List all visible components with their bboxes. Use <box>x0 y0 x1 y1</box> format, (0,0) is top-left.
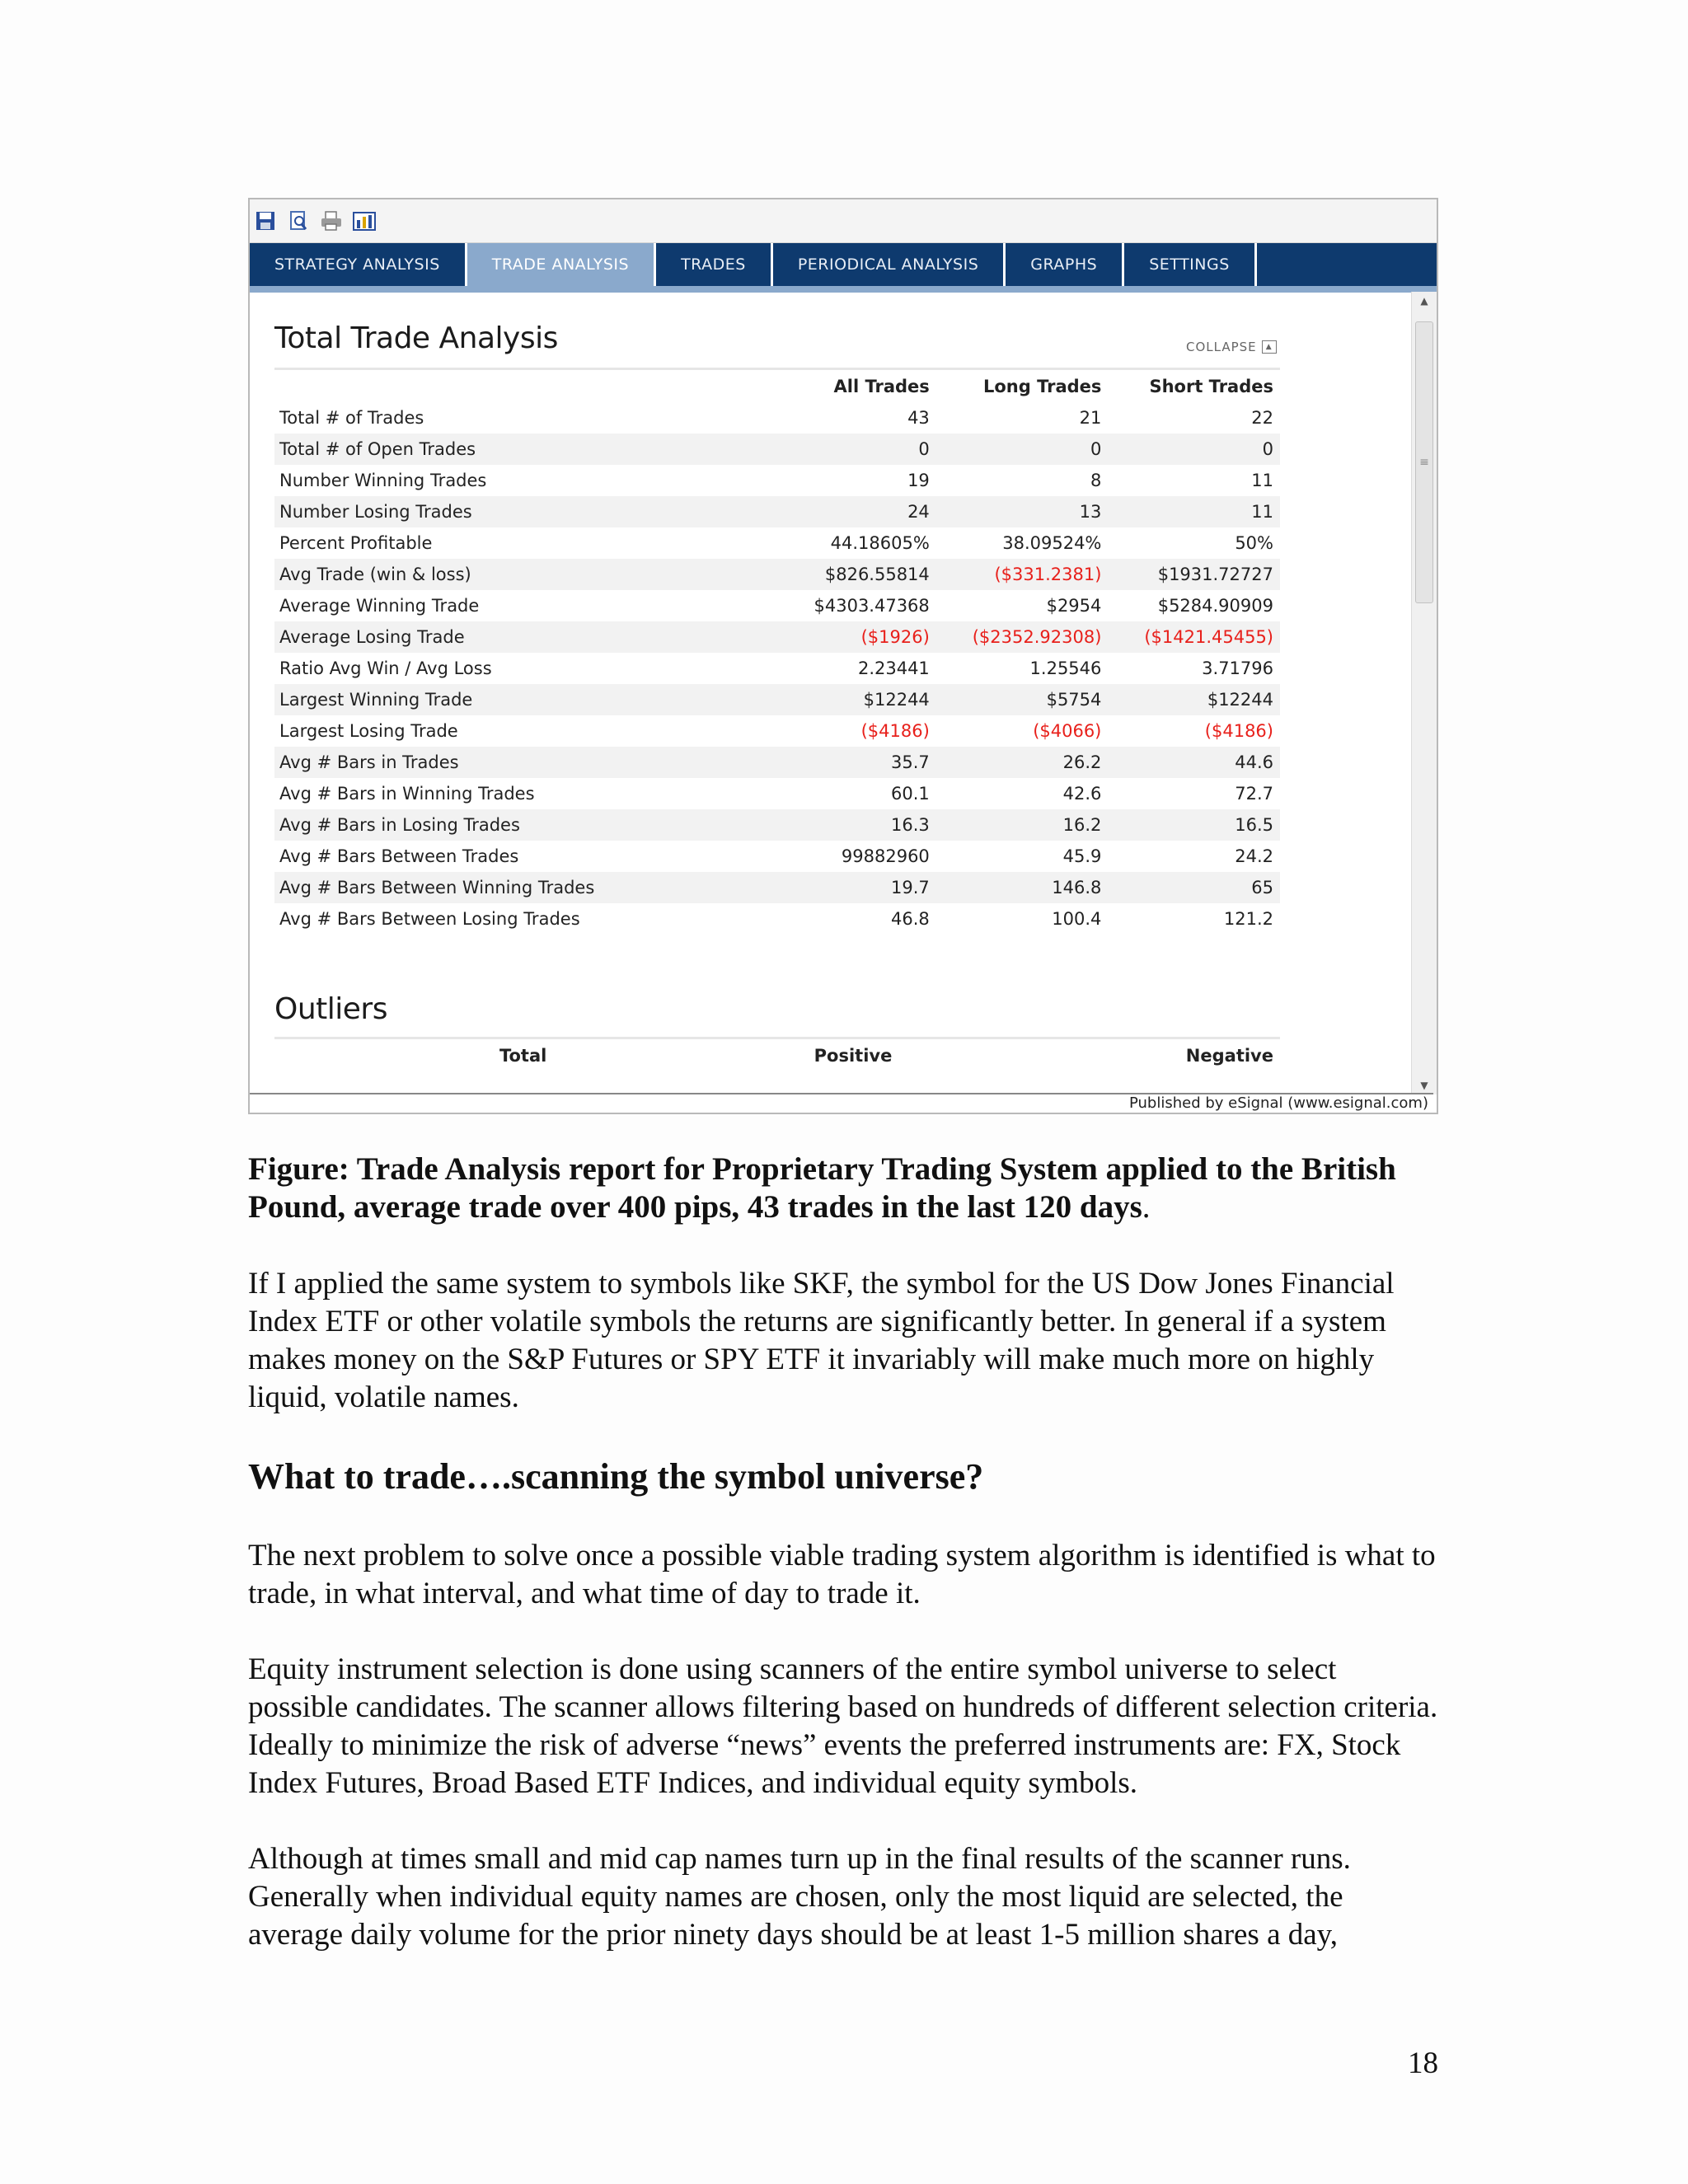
cell-value: 43 <box>907 408 930 428</box>
table-row <box>274 653 1280 684</box>
cell-value: 100.4 <box>1052 909 1102 929</box>
cell-value: 24.2 <box>1235 846 1273 866</box>
row-label: Number Winning Trades <box>279 471 487 490</box>
cell-value: 50% <box>1235 533 1273 553</box>
cell-value: $12244 <box>1108 684 1280 715</box>
scrollbar-thumb[interactable]: ≡ <box>1415 321 1433 603</box>
cell-value: 19 <box>907 471 930 490</box>
row-label: Average Winning Trade <box>279 596 480 616</box>
print-icon[interactable] <box>319 209 344 233</box>
row-label: Total # of Open Trades <box>274 434 781 465</box>
cell-value: 44.18605% <box>830 533 930 553</box>
row-label: Avg # Bars in Trades <box>274 747 781 778</box>
row-label: Avg # Bars Between Winning Trades <box>274 872 781 903</box>
row-label: Ratio Avg Win / Avg Loss <box>279 658 492 678</box>
column-header-label <box>274 1040 325 1071</box>
section-title-outliers: Outliers <box>274 992 387 1026</box>
row-label: Largest Winning Trade <box>274 684 781 715</box>
row-label: Avg Trade (win & loss) <box>274 559 781 590</box>
cell-value: ($1421.45455) <box>1108 621 1280 653</box>
paragraph-4: Although at times small and mid cap names turn up in the final results of the scanner runs. Generally when individual equity names are chosen, only the most liquid are selected, the average daily volume for the prior ninety days should be at least 1-5 million shares a day, <box>248 1842 1351 1952</box>
table-row <box>274 684 1280 715</box>
cell-value: 21 <box>1079 408 1102 428</box>
cell-value: 65 <box>1108 872 1280 903</box>
save-icon[interactable] <box>253 209 278 233</box>
table-row <box>274 496 1280 527</box>
cell-value: 72.7 <box>1235 784 1273 804</box>
report-content <box>250 292 1410 1094</box>
cell-value: ($331.2381) <box>936 559 1109 590</box>
cell-value: 26.2 <box>936 747 1109 778</box>
cell-value: 146.8 <box>936 872 1109 903</box>
table-row <box>274 621 1280 653</box>
cell-value: 2.23441 <box>857 658 930 678</box>
tab-periodical-analysis[interactable]: PERIODICAL ANALYSIS <box>773 243 1006 286</box>
cell-value: 1.25546 <box>1029 658 1102 678</box>
cell-value: 16.5 <box>1108 809 1280 841</box>
cell-value: 11 <box>1251 471 1273 490</box>
table-row <box>274 778 1280 809</box>
column-header: All Trades <box>833 377 930 396</box>
cell-value: 11 <box>1108 496 1280 527</box>
column-header: Long Trades <box>982 377 1102 396</box>
row-label: Average Losing Trade <box>274 621 781 653</box>
toolbar <box>250 199 1437 243</box>
vertical-scrollbar[interactable] <box>1411 292 1437 1094</box>
table-body <box>274 402 1280 935</box>
cell-value: 35.7 <box>781 747 936 778</box>
column-header: Positive <box>814 1046 893 1066</box>
table-row <box>274 559 1280 590</box>
cell-value: $5284.90909 <box>1157 596 1273 616</box>
cell-value: 19.7 <box>781 872 936 903</box>
table-header-row <box>274 371 1280 402</box>
cell-value: 0 <box>936 434 1109 465</box>
scroll-up-icon[interactable]: ▲ <box>1420 295 1428 307</box>
outliers-table <box>274 1040 1280 1071</box>
tab-trades[interactable]: TRADES <box>656 243 773 286</box>
report-icon[interactable] <box>352 209 377 233</box>
paragraph-2: The next problem to solve once a possible viable trading system algorithm is identified is what to trade, in what interval, and what time of day to trade it. <box>248 1539 1436 1610</box>
column-header: Total <box>499 1046 547 1066</box>
table-row <box>274 903 1280 935</box>
row-label: Number Losing Trades <box>274 496 781 527</box>
tab-strategy-analysis[interactable]: STRATEGY ANALYSIS <box>250 243 467 286</box>
page-number: 18 <box>1408 2046 1438 2080</box>
paragraph-1: If I applied the same system to symbols like SKF, the symbol for the US Dow Jones Financial Index ETF or other volatile symbols the returns are significantly better. In general if a system makes money on the S&P Futures or SPY ETF it invariably will make much more on highly liquid, volatile names. <box>248 1267 1395 1414</box>
cell-value: $826.55814 <box>781 559 936 590</box>
table-row <box>274 434 1280 465</box>
table-row <box>274 747 1280 778</box>
trade-analysis-window <box>248 198 1438 1114</box>
tab-settings[interactable]: SETTINGS <box>1124 243 1257 286</box>
row-label: Total # of Trades <box>279 408 424 428</box>
table-header-row <box>274 1040 1280 1071</box>
tab-graphs[interactable]: GRAPHS <box>1006 243 1124 286</box>
row-label: Avg # Bars in Winning Trades <box>279 784 535 804</box>
section-heading: What to trade….scanning the symbol universe? <box>248 1456 984 1497</box>
cell-value: $5754 <box>936 684 1109 715</box>
table-row <box>274 590 1280 621</box>
row-label: Percent Profitable <box>279 533 433 553</box>
cell-value: $2954 <box>1046 596 1102 616</box>
scroll-down-icon[interactable]: ▼ <box>1420 1080 1428 1091</box>
section-title-total-trade-analysis: Total Trade Analysis <box>274 321 558 355</box>
column-header: Negative <box>1185 1046 1273 1066</box>
cell-value: $1931.72727 <box>1108 559 1280 590</box>
caption-bold: Figure: Trade Analysis report for Proprietary Trading System applied to the British Pound, average trade over 400 pips, 43 trades in the last 120 days <box>248 1151 1396 1225</box>
collapse-label: COLLAPSE <box>1186 340 1257 354</box>
table-row <box>274 527 1280 559</box>
cell-value: 42.6 <box>1062 784 1102 804</box>
collapse-arrow-icon: ▲ <box>1262 340 1277 354</box>
cell-value: 99882960 <box>841 846 930 866</box>
section-rule <box>274 1037 1280 1039</box>
cell-value: 0 <box>1108 434 1280 465</box>
cell-value: 46.8 <box>891 909 930 929</box>
table-row <box>274 872 1280 903</box>
tab-bar <box>250 243 1437 293</box>
cell-value: 45.9 <box>1062 846 1102 866</box>
total-trade-analysis-table <box>274 371 1280 935</box>
cell-value: ($2352.92308) <box>936 621 1109 653</box>
cell-value: ($4186) <box>860 721 930 741</box>
cell-value: 16.3 <box>781 809 936 841</box>
cell-value: $12244 <box>781 684 936 715</box>
cell-value: 16.2 <box>936 809 1109 841</box>
paragraph-3: Equity instrument selection is done using scanners of the entire symbol universe to select possible candidates. The scanner allows filtering based on hundreds of different selection criteria. Ideally to minimize the risk of adverse “news” events the preferred instruments are: FX, Stock Index Futures, Broad Based ETF Indices, and individual equity symbols. <box>248 1652 1438 1800</box>
cell-value: 44.6 <box>1108 747 1280 778</box>
cell-value: 22 <box>1251 408 1273 428</box>
column-header: Short Trades <box>1149 377 1273 396</box>
row-label: Largest Losing Trade <box>279 721 458 741</box>
cell-value: 13 <box>936 496 1109 527</box>
cell-value: 0 <box>781 434 936 465</box>
cell-value: 38.09524% <box>1002 533 1102 553</box>
cell-value: 8 <box>1090 471 1102 490</box>
cell-value: 3.71796 <box>1202 658 1273 678</box>
tab-trade-analysis[interactable]: TRADE ANALYSIS <box>467 243 656 286</box>
cell-value: $4303.47368 <box>814 596 930 616</box>
table-row <box>274 841 1280 872</box>
table-row <box>274 809 1280 841</box>
cell-value: ($1926) <box>781 621 936 653</box>
preview-icon[interactable] <box>286 209 311 233</box>
row-label: Avg # Bars Between Losing Trades <box>279 909 580 929</box>
cell-value: 121.2 <box>1223 909 1273 929</box>
table-row <box>274 402 1280 434</box>
row-label: Avg # Bars Between Trades <box>279 846 519 866</box>
cell-value: 24 <box>781 496 936 527</box>
cell-value: 60.1 <box>891 784 930 804</box>
caption-tail: . <box>1142 1189 1151 1225</box>
collapse-button[interactable] <box>1186 340 1277 354</box>
cell-value: ($4066) <box>1033 721 1102 741</box>
cell-value: ($4186) <box>1204 721 1273 741</box>
figure-caption <box>248 1151 1443 1226</box>
section-rule <box>274 368 1280 370</box>
publisher-credit: Published by eSignal (www.esignal.com) <box>250 1093 1433 1113</box>
row-label: Avg # Bars in Losing Trades <box>274 809 781 841</box>
column-header-label <box>274 371 781 402</box>
table-row <box>274 715 1280 747</box>
table-row <box>274 465 1280 496</box>
